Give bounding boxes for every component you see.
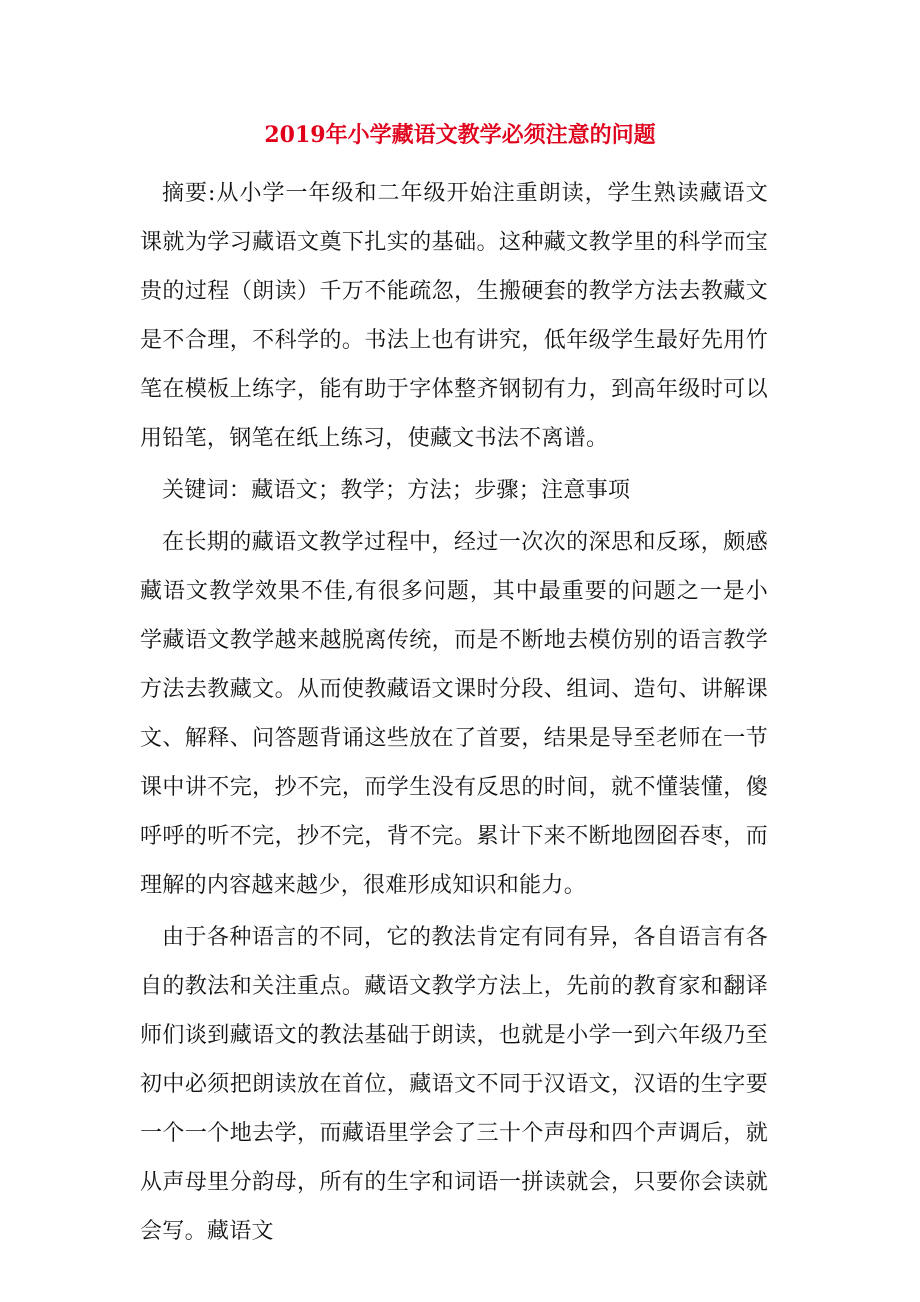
document-title: 2019年小学藏语文教学必须注意的问题	[264, 122, 656, 148]
document-body	[140, 169, 768, 1256]
body-paragraph-2: 由于各种语言的不同，它的教法肯定有同有异，各自语言有各自的教法和关注重点。藏语文教学方法上，先前的教育家和翻译师们谈到藏语文的教法基础于朗读，也就是小学一到六年级乃至初中必须把朗读放在首位，藏语文不同于汉语文，汉语的生字要一个一个地去学，而藏语里学会了三十个声母和四个声调后，就从声母里分韵母，所有的生字和词语一拼读就会，只要你会读就会写。藏语文	[140, 925, 768, 1244]
body-paragraph-1: 在长期的藏语文教学过程中，经过一次次的深思和反琢，颇感藏语文教学效果不佳,有很多问题，其中最重要的问题之一是小学藏语文教学越来越脱离传统，而是不断地去模仿别的语言教学方法去教藏文。从而使教藏语文课时分段、组词、造句、讲解课文、解释、问答题背诵这些放在了首要，结果是导至老师在一节课中讲不完，抄不完，而学生没有反思的时间，就不懂装懂，傻呼呼的听不完，抄不完，背不完。累计下来不断地囫囵吞枣，而理解的内容越来越少，很难形成知识和能力。	[140, 530, 768, 898]
keywords-paragraph: 关键词：藏语文；教学；方法；步骤；注意事项	[162, 478, 631, 503]
abstract-paragraph: 摘要:从小学一年级和二年级开始注重朗读，学生熟读藏语文课就为学习藏语文奠下扎实的基础。这种藏文教学里的科学而宝贵的过程（朗读）千万不能疏忽，生搬硬套的教学方法去教藏文是不合理，不科学的。书法上也有讲究，低年级学生最好先用竹笔在模板上练字，能有助于字体整齐钢韧有力，到高年级时可以用铅笔，钢笔在纸上练习，使藏文书法不离谱。	[140, 181, 768, 451]
